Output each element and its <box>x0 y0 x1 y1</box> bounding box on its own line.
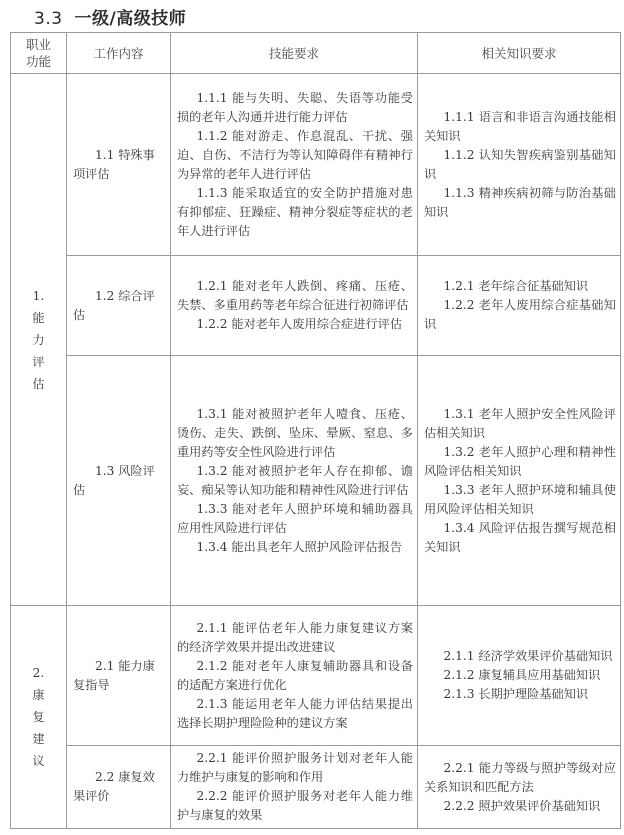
knowledge-cell <box>418 746 621 829</box>
knowledge-item: 2.2.1 能力等级与照护等级对应关系知识和匹配方法 <box>424 760 616 794</box>
knowledge-item: 1.3.3 老年人照护环境和辅具使用风险评估相关知识 <box>424 482 616 516</box>
work-content-text: 2.2 康复效果评价 <box>73 770 155 803</box>
function-text: 力 <box>32 332 45 347</box>
function-text: 估 <box>32 376 45 391</box>
knowledge-item: 1.2.1 老年综合征基础知识 <box>443 279 589 293</box>
skill-item: 1.1.3 能采取适宜的安全防护措施对患有抑郁症、狂躁症、精神分裂症等症状的老年人进行评估 <box>177 185 413 238</box>
knowledge-item: 1.2.2 老年人废用综合症基础知识 <box>424 298 616 331</box>
knowledge-item: 1.1.2 认知失智疾病鉴别基础知识 <box>424 147 616 181</box>
table-header-row <box>11 33 621 74</box>
work-content-cell <box>67 74 171 256</box>
skill-item: 1.1.2 能对游走、作息混乱、干扰、强迫、自伤、不洁行为等认知障碍伴有精神行为异常的老年人进行评估 <box>177 128 413 181</box>
function-text: 1. <box>32 288 45 303</box>
function-text: 评 <box>32 354 45 369</box>
function-text: 2. <box>32 666 45 680</box>
table-row <box>11 356 621 606</box>
knowledge-item: 1.3.1 老年人照护安全性风险评估相关知识 <box>424 406 616 440</box>
function-cell <box>11 74 67 606</box>
table-row <box>11 74 621 256</box>
skill-item: 1.3.3 能对老年人照护环境和辅助器具应用性风险进行评估 <box>177 501 413 535</box>
knowledge-item: 2.1.3 长期护理险基础知识 <box>443 687 589 701</box>
work-content-cell <box>67 746 171 829</box>
work-content-text: 1.1 特殊事项评估 <box>73 147 155 181</box>
header-content: 工作内容 <box>67 33 171 74</box>
skills-cell <box>171 256 418 356</box>
knowledge-item: 2.1.1 经济学效果评价基础知识 <box>443 649 613 663</box>
table-row <box>11 256 621 356</box>
knowledge-item: 2.2.2 照护效果评价基础知识 <box>443 798 601 813</box>
knowledge-item: 1.1.1 语言和非语言沟通技能相关知识 <box>424 109 616 143</box>
skills-cell <box>171 746 418 829</box>
skill-item: 2.1.1 能评估老年人能力康复建议方案的经济学效果并提出改进建议 <box>177 620 413 654</box>
skill-item: 1.3.1 能对被照护老年人噎食、压疮、烫伤、走失、跌倒、坠床、晕厥、窒息、多重用药等安全性风险进行评估 <box>177 406 413 459</box>
function-text: 建 <box>32 732 45 746</box>
table-row <box>11 746 621 829</box>
skills-cell <box>171 606 418 746</box>
skill-item: 2.1.2 能对老年人康复辅助器具和设备的适配方案进行优化 <box>177 658 413 692</box>
skill-item: 2.2.2 能评价照护服务对老年人能力维护与康复的效果 <box>177 789 413 822</box>
header-function <box>11 33 67 74</box>
skill-item: 1.3.2 能对被照护老年人存在抑郁、谵妄、痴呆等认知功能和精神性风险进行评估 <box>177 463 413 497</box>
skills-cell <box>171 74 418 256</box>
work-content-cell <box>67 256 171 356</box>
knowledge-cell <box>418 606 621 746</box>
header-function-line: 职业 <box>25 37 51 52</box>
knowledge-cell <box>418 256 621 356</box>
header-function-line: 功能 <box>25 54 51 69</box>
section-number: 3.3 <box>34 9 63 29</box>
knowledge-cell <box>418 74 621 256</box>
skill-item: 1.2.2 能对老年人废用综合症进行评估 <box>196 317 403 331</box>
section-heading <box>34 4 186 29</box>
skill-item: 2.1.3 能运用老年人能力评估结果提出选择长期护理险险种的建议方案 <box>177 696 413 730</box>
work-content-cell <box>67 356 171 606</box>
skills-cell <box>171 356 418 606</box>
skill-item: 2.2.1 能评价照护服务计划对老年人能力维护与康复的影响和作用 <box>177 751 413 784</box>
header-knowledge: 相关知识要求 <box>418 33 621 74</box>
skill-item: 1.1.1 能与失明、失聪、失语等功能受损的老年人沟通并进行能力评估 <box>177 90 413 124</box>
knowledge-item: 1.1.3 精神疾病初筛与防治基础知识 <box>424 185 616 219</box>
header-skills: 技能要求 <box>171 33 418 74</box>
work-content-text: 1.2 综合评估 <box>73 288 155 322</box>
function-text: 复 <box>32 710 45 724</box>
table-row <box>11 606 621 746</box>
knowledge-item: 2.1.2 康复辅具应用基础知识 <box>443 668 601 682</box>
work-content-text: 2.1 能力康复指导 <box>73 658 155 692</box>
function-text: 康 <box>32 688 45 702</box>
section-title: 一级/高级技师 <box>74 9 187 29</box>
skills-table <box>10 32 621 829</box>
skill-item: 1.2.1 能对老年人跌倒、疼痛、压疮、失禁、多重用药等老年综合征进行初筛评估 <box>177 279 413 312</box>
knowledge-item: 1.3.2 老年人照护心理和精神性风险评估相关知识 <box>424 444 616 478</box>
function-text: 议 <box>32 754 45 768</box>
knowledge-cell <box>418 356 621 606</box>
function-cell <box>11 606 67 829</box>
knowledge-item: 1.3.4 风险评估报告撰写规范相关知识 <box>424 520 616 554</box>
skill-item: 1.3.4 能出具老年人照护风险评估报告 <box>196 539 403 554</box>
work-content-text: 1.3 风险评估 <box>73 463 155 497</box>
function-text: 能 <box>32 310 45 325</box>
work-content-cell <box>67 606 171 746</box>
